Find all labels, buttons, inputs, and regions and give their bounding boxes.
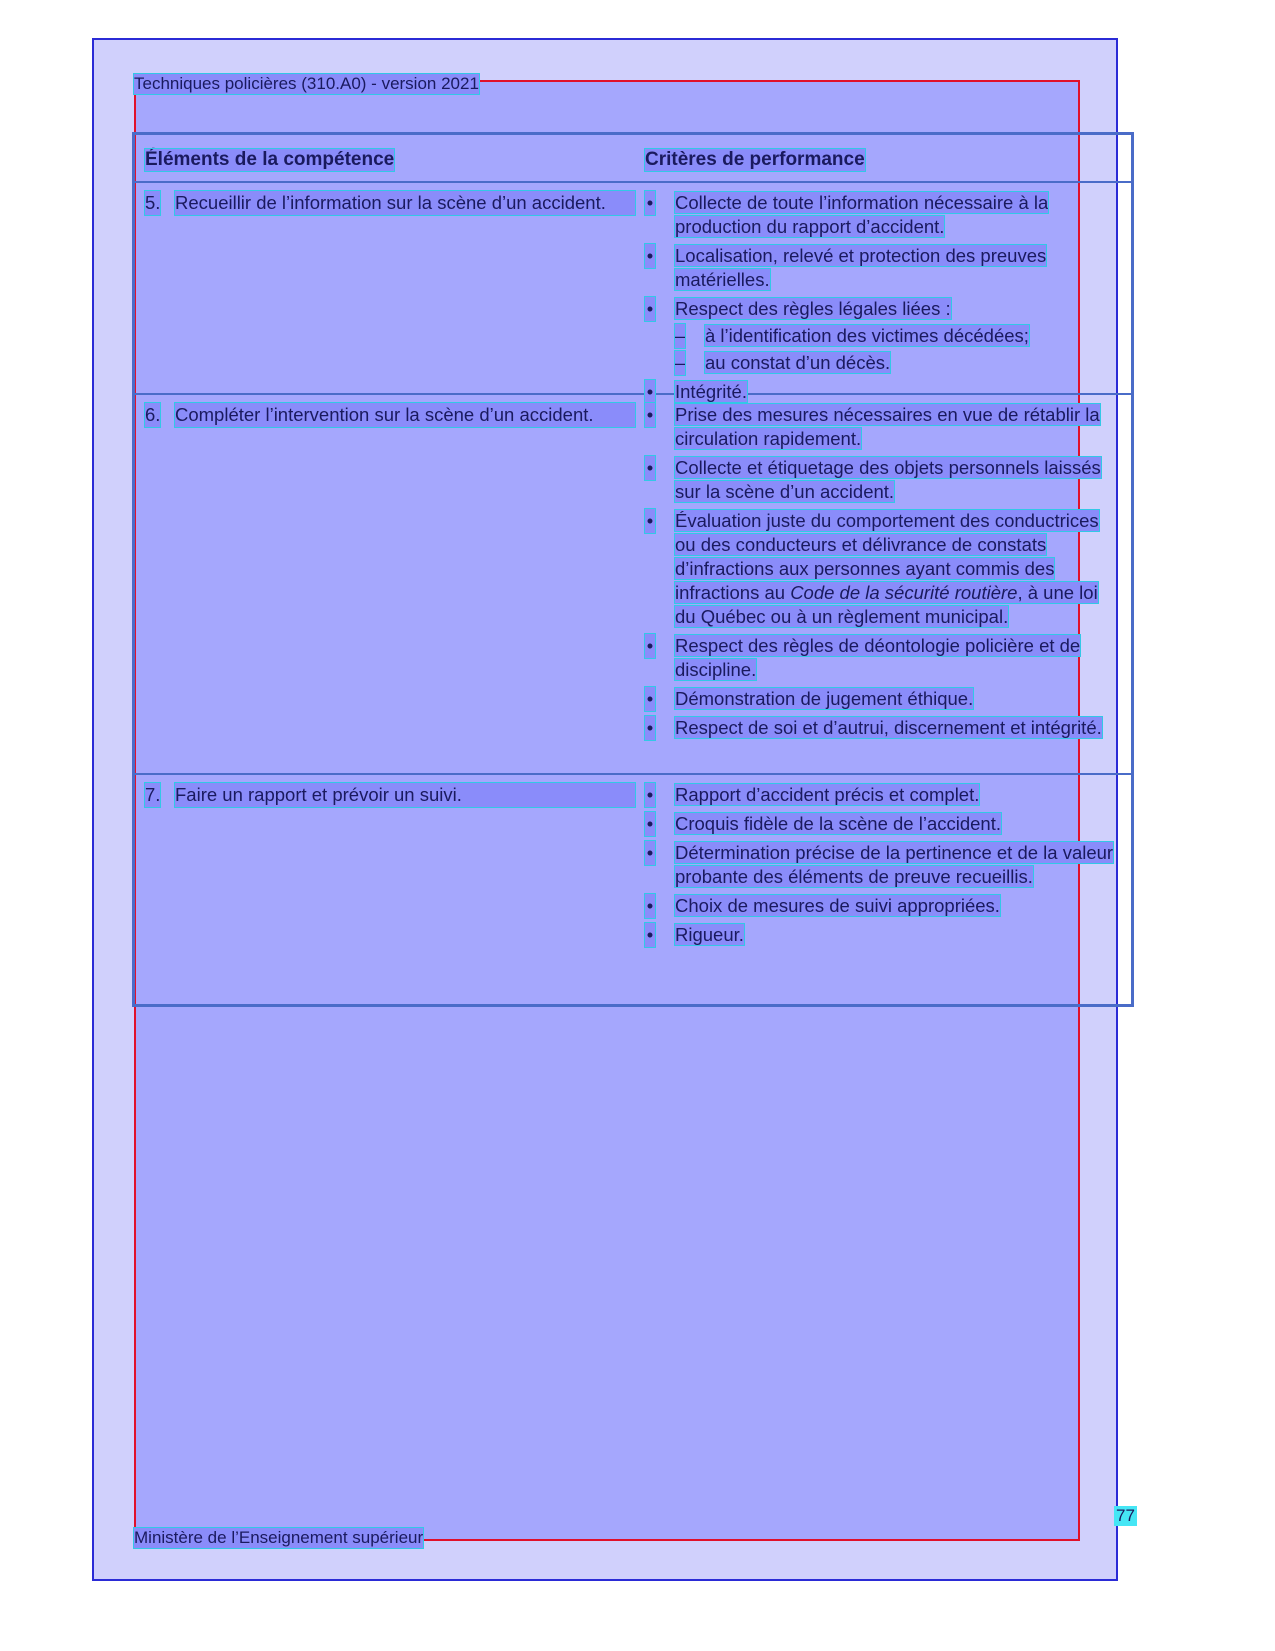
criteria-item: • Prise des mesures nécessaires en vue de rétablir la circulation rapidement. — [646, 404, 1100, 449]
bullet-icon: • — [646, 924, 654, 945]
criteria-item: • Rigueur. — [646, 924, 744, 945]
bullet-icon: • — [646, 895, 654, 916]
bullet-icon: • — [646, 510, 654, 531]
element-text: Compléter l’intervention sur la scène d’un accident. — [175, 403, 635, 427]
table-row — [135, 393, 1131, 775]
page-number: 77 — [1116, 1506, 1135, 1525]
column-header-elements: Éléments de la compétence — [145, 149, 395, 170]
criteria-item: • Démonstration de jugement éthique. — [646, 688, 974, 709]
criteria-item: • Détermination précise de la pertinence et de la valeur probante des éléments de preuve recueillis. — [646, 842, 1114, 887]
competence-table — [132, 132, 1134, 1007]
element-cell — [145, 191, 635, 215]
bullet-icon: • — [646, 717, 654, 738]
running-header: Techniques policières (310.A0) - version 2021 — [134, 74, 479, 93]
criteria-item: • Croquis fidèle de la scène de l’accident. — [646, 813, 1001, 834]
bullet-icon: • — [646, 784, 654, 805]
bullet-icon: • — [646, 457, 654, 478]
bullet-icon: • — [646, 842, 654, 863]
element-text: Faire un rapport et prévoir un suivi. — [175, 783, 635, 807]
element-cell — [145, 403, 635, 427]
criteria-cell — [645, 191, 1120, 409]
criteria-item: • Rapport d’accident précis et complet. — [646, 784, 980, 805]
column-header-criteria: Critères de performance — [645, 149, 865, 170]
element-number: 7. — [145, 784, 161, 805]
criteria-item: • Respect des règles de déontologie policière et de discipline. — [646, 635, 1081, 680]
element-cell — [145, 783, 635, 807]
criteria-item: • Collecte et étiquetage des objets personnels laissés sur la scène d’un accident. — [646, 457, 1101, 502]
criteria-item: • Intégrité. — [646, 381, 747, 402]
bullet-icon: • — [646, 298, 654, 319]
element-number: 5. — [145, 192, 161, 213]
bullet-icon: • — [646, 688, 654, 709]
criteria-item: • Choix de mesures de suivi appropriées. — [646, 895, 1000, 916]
table-header — [135, 135, 1131, 183]
criteria-item: • Collecte de toute l’information nécessaire à la production du rapport d’accident. — [646, 192, 1049, 237]
criteria-subitem: – au constat d’un décès. — [675, 352, 891, 373]
criteria-item: • Respect de soi et d’autrui, discernement et intégrité. — [646, 717, 1102, 738]
criteria-cell — [645, 403, 1120, 745]
table-row — [135, 773, 1131, 1003]
table-row — [135, 181, 1131, 402]
criteria-item: • Évaluation juste du comportement des conductrices ou des conducteurs et délivrance de constats d’infractions aux personnes ayant commis des infractions au Code de la sécurité routière, à une loi du Québec ou à un règlement municipal. — [646, 510, 1099, 627]
element-number: 6. — [145, 404, 161, 425]
bullet-icon: • — [646, 381, 654, 402]
bullet-icon: • — [646, 192, 654, 213]
dash-icon: – — [675, 352, 686, 373]
bullet-icon: • — [646, 635, 654, 656]
bullet-icon: • — [646, 813, 654, 834]
criteria-item: • Respect des règles légales liées : – à l’identification des victimes décédées; – au constat d’un décès. — [645, 297, 1120, 375]
criteria-cell — [645, 783, 1120, 952]
bullet-icon: • — [646, 245, 654, 266]
bullet-icon: • — [646, 404, 654, 425]
element-text: Recueillir de l’information sur la scène d’un accident. — [175, 191, 635, 215]
dash-icon: – — [675, 325, 686, 346]
criteria-item: • Localisation, relevé et protection des preuves matérielles. — [646, 245, 1047, 290]
criteria-subitem: – à l’identification des victimes décédées; — [675, 325, 1029, 346]
footer-ministry: Ministère de l’Enseignement supérieur — [134, 1528, 424, 1547]
